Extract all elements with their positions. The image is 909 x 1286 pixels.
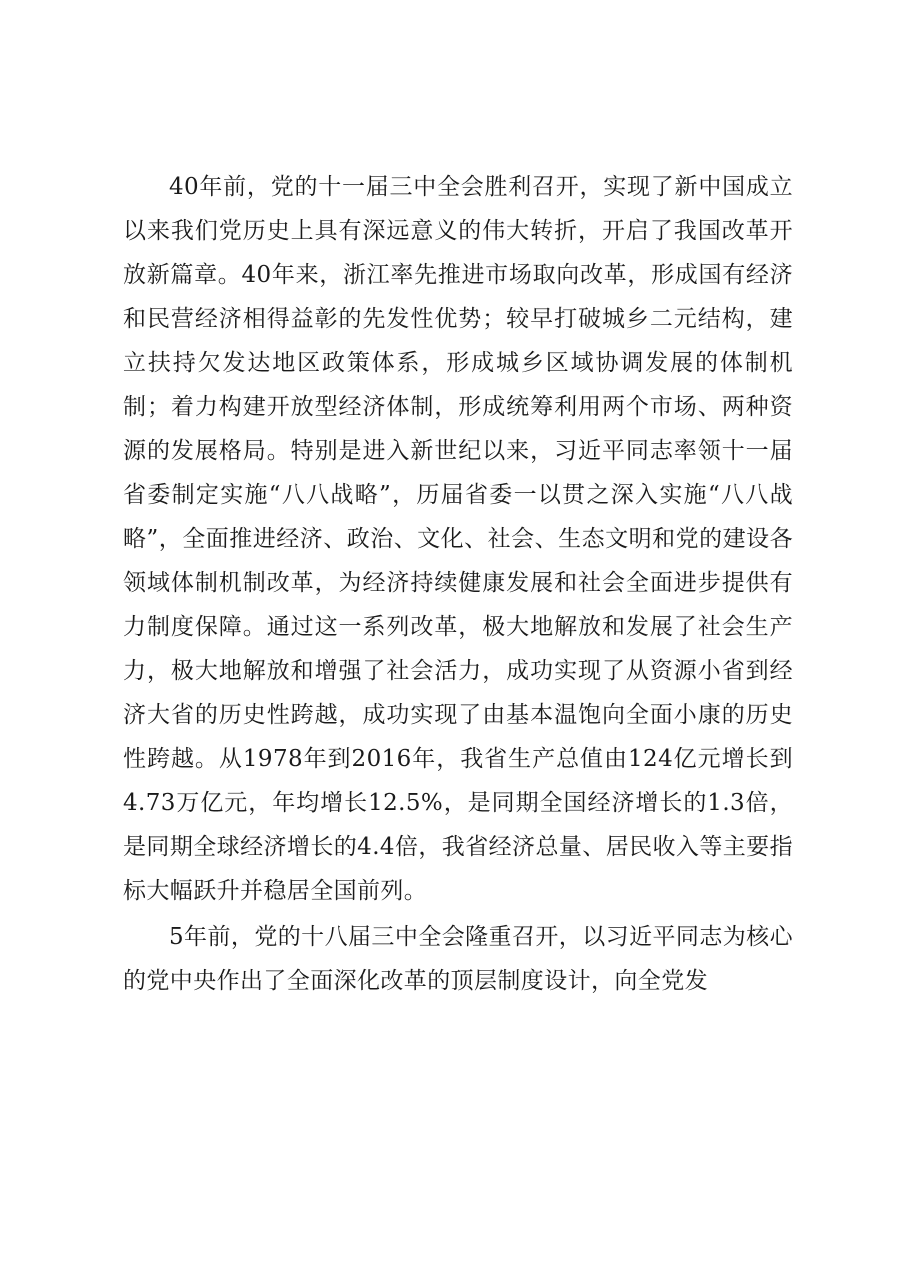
- paragraph-1: 40年前，党的十一届三中全会胜利召开，实现了新中国成立以来我们党历史上具有深远意义的伟大转折，开启了我国改革开放新篇章。40年来，浙江率先推进市场取向改革，形成国有经济和民营经济相得益彰的先发性优势；较早打破城乡二元结构，建立扶持欠发达地区政策体系，形成城乡区域协调发展的体制机制；着力构建开放型经济体制，形成统筹利用两个市场、两种资源的发展格局。特别是进入新世纪以来，习近平同志率领十一届省委制定实施“八八战略”，历届省委一以贯之深入实施“八八战略”，全面推进经济、政治、文化、社会、生态文明和党的建设各领域体制机制改革，为经济持续健康发展和社会全面进步提供有力制度保障。通过这一系列改革，极大地解放和发展了社会生产力，极大地解放和增强了社会活力，成功实现了从资源小省到经济大省的历史性跨越，成功实现了由基本温饱向全面小康的历史性跨越。从1978年到2016年，我省生产总值由124亿元增长到4.73万亿元，年均增长12.5%，是同期全国经济增长的1.3倍，是同期全球经济增长的4.4倍，我省经济总量、居民收入等主要指标大幅跃升并稳居全国前列。: [123, 174, 793, 904]
- paragraph-2: 5年前，党的十八届三中全会隆重召开，以习近平同志为核心的党中央作出了全面深化改革的顶层制度设计，向全党发: [123, 924, 793, 994]
- document-body: [123, 165, 793, 1005]
